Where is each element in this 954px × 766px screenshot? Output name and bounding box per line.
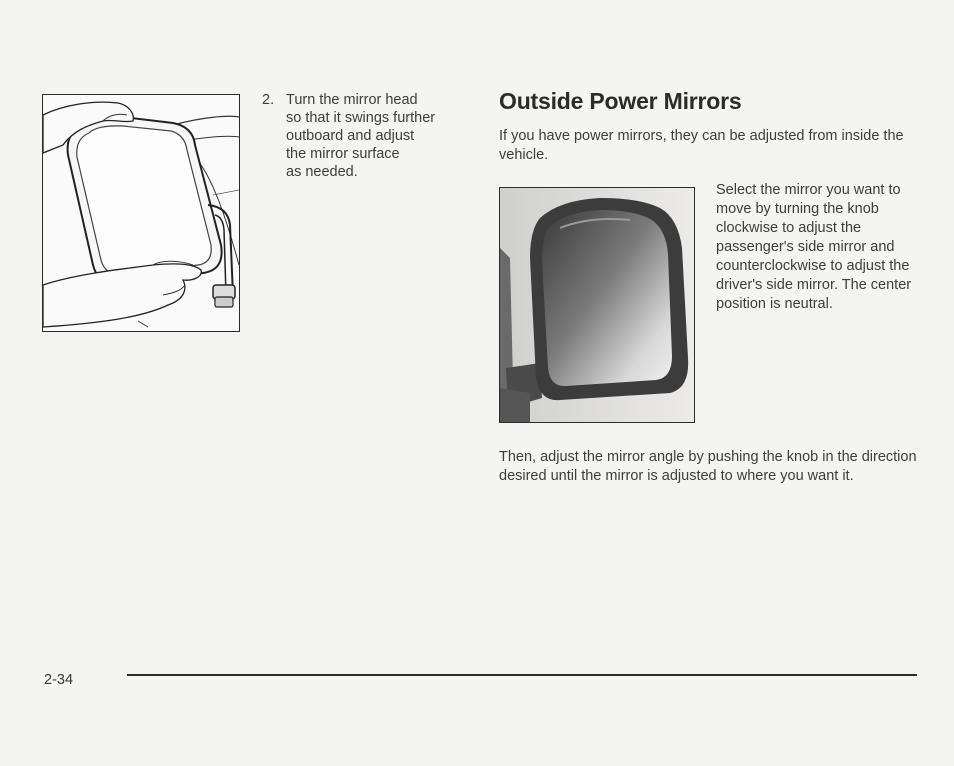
step-line-1: 2. Turn the mirror head xyxy=(262,92,418,108)
mirror-adjust-text: Then, adjust the mirror angle by pushing the knob in the direction desired until the mirror is adjusted to where you want it. xyxy=(499,449,917,484)
step-line-5: as needed. xyxy=(286,164,358,180)
step-instruction xyxy=(262,91,477,181)
page-number: 2-34 xyxy=(44,672,74,688)
outside-mirror-photo xyxy=(499,187,695,423)
section-intro: If you have power mirrors, they can be adjusted from inside the vehicle. xyxy=(499,128,904,163)
mirror-head-drawing xyxy=(43,95,239,331)
section-title: Outside Power Mirrors xyxy=(499,88,742,114)
outside-mirror-drawing xyxy=(500,188,694,422)
footer-rule xyxy=(127,674,917,676)
mirror-head-illustration xyxy=(42,94,240,332)
step-number: 2. xyxy=(262,92,275,108)
step-line-2: so that it swings further xyxy=(286,110,436,126)
step-line-3: outboard and adjust xyxy=(286,128,415,144)
mirror-select-text: Select the mirror you want to move by turning the knob clockwise to adjust the passenger's side mirror and counterclockwise to adjust the driver's side mirror. The center position is neutral. xyxy=(716,182,912,312)
step-line-4: the mirror surface xyxy=(286,146,400,162)
